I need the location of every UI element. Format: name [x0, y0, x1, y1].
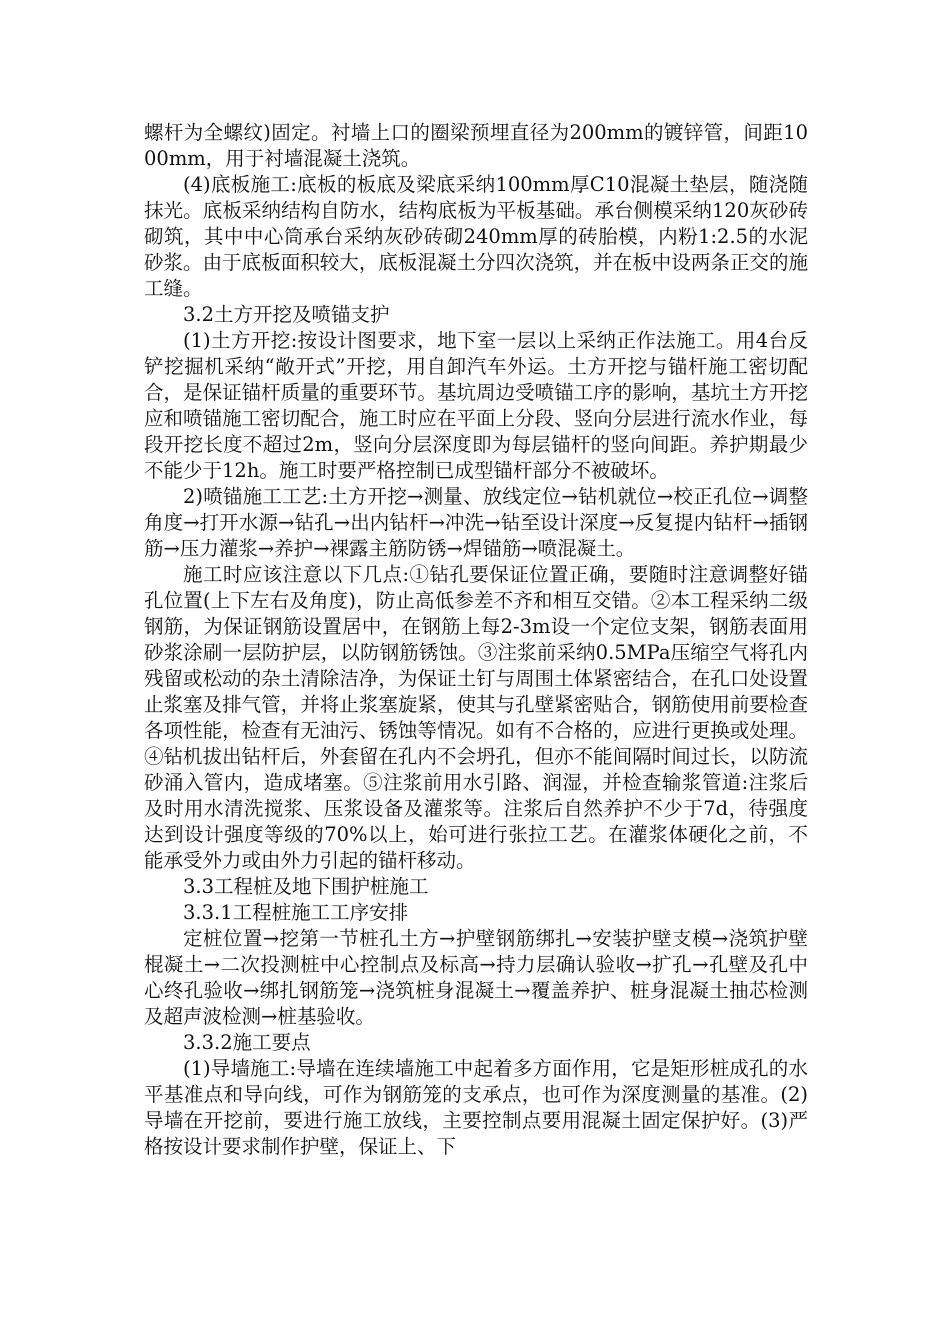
paragraph-construction-notes: 施工时应该注意以下几点:①钻孔要保证位置正确，要随时注意调整好锚孔位置(上下左右及角度)，防止高低参差不齐和相互交错。②本工程采纳二级钢筋，为保证钢筋设置居中，在钢筋上每2-3m设一个定位支架，钢筋表面用砂浆涂刷一层防护层，以防钢筋锈蚀。③注浆前采纳0.5MPa压缩空气将孔内残留或松动的杂土清除洁净，为保证土钉与周围土体紧密结合，在孔口处设置止浆塞及排气管，并将止浆塞旋紧，使其与孔壁紧密贴合，钢筋使用前要检查各项性能，检查有无油污、锈蚀等情况。如有不合格的，应进行更换或处理。④钻机拔出钻杆后，外套留在孔内不会坍孔，但亦不能间隔时间过长，以防流砂涌入管内，造成堵塞。⑤注浆前用水引路、润湿，并检查输浆管道:注浆后及时用水清洗搅浆、压浆设备及灌浆等。注浆后自然养护不少于7d，待强度达到设计强度等级的70%以上，始可进行张拉工艺。在灌浆体硬化之前，不能承受外力或由外力引起的锚杆移动。	[144, 563, 808, 872]
paragraph-floor-slab: (4)底板施工:底板的板底及梁底采纳100mm厚C10混凝土垫层，随浇随抹光。底板采纳结构自防水，结构底板为平板基础。承台侧模采纳120灰砂砖砌筑，其中中心筒承台采纳灰砂砖砌240mm厚的砖胎模，内粉1:2.5的水泥砂浆。由于底板面积较大，底板混凝土分四次浇筑，并在板中设两条正交的施工缝。	[144, 173, 808, 300]
section-heading-3-3-2: 3.3.2施工要点	[183, 1031, 311, 1054]
paragraph-shotcrete-process: 2)喷锚施工工艺:土方开挖→测量、放线定位→钻机就位→校正孔位→调整角度→打开水源→钻孔→出内钻杆→冲洗→钻至设计深度→反复提内钻杆→插钢筋→压力灌浆→养护→裸露主筋防锈→焊锚筋→喷混凝土。	[144, 485, 808, 560]
paragraph-guide-wall: (1)导墙施工:导墙在连续墙施工中起着多方面作用，它是矩形桩成孔的水平基准点和导向线，可作为钢筋笼的支承点，也可作为深度测量的基准。(2)导墙在开挖前，要进行施工放线，主要控制点要用混凝土固定保护好。(3)严格按设计要求制作护壁，保证上、下	[144, 1057, 808, 1158]
section-heading-3-3: 3.3工程桩及地下围护桩施工	[183, 875, 429, 898]
paragraph-anchor-continuation: 螺杆为全螺纹)固定。衬墙上口的圈梁预埋直径为200mm的镀锌管，间距1000mm，用于衬墙混凝土浇筑。	[144, 121, 808, 170]
document-body	[144, 120, 808, 1160]
section-heading-3-2: 3.2土方开挖及喷锚支护	[183, 303, 390, 326]
section-heading-3-3-1: 3.3.1工程桩施工工序安排	[183, 901, 409, 924]
paragraph-pile-sequence: 定桩位置→挖第一节桩孔土方→护壁钢筋绑扎→安装护壁支模→浇筑护壁棍凝土→二次投测桩中心控制点及标高→持力层确认验收→扩孔→孔壁及孔中心终孔验收→绑扎钢筋笼→浇筑桩身混凝土→覆盖养护、桩身混凝土抽芯检测及超声波检测→桩基验收。	[144, 927, 808, 1028]
paragraph-earthwork: (1)土方开挖:按设计图要求，地下室一层以上采纳正作法施工。用4台反铲挖掘机采纳“敞开式”开挖，用自卸汽车外运。土方开挖与锚杆施工密切配合，是保证锚杆质量的重要环节。基坑周边受喷锚工序的影响，基坑土方开挖应和喷锚施工密切配合，施工时应在平面上分段、竖向分层进行流水作业，每段开挖长度不超过2m，竖向分层深度即为每层锚杆的竖向间距。养护期最少不能少于12h。施工时要严格控制已成型锚杆部分不被破坏。	[144, 329, 808, 482]
